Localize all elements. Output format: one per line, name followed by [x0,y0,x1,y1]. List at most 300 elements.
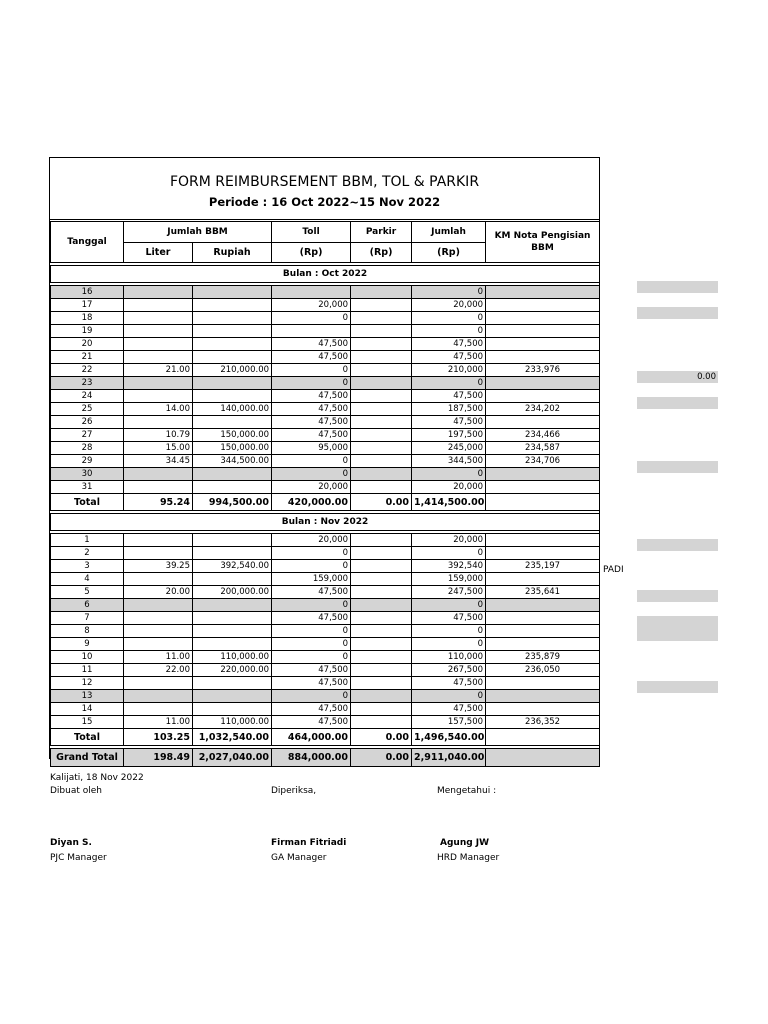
date-cell: 18 [51,312,124,325]
liter-cell: 11.00 [124,716,193,729]
total-rupiah: 1,032,540.00 [193,729,272,746]
liter-cell [124,338,193,351]
total-liter: 198.49 [124,749,193,767]
table-row [51,442,600,455]
rupiah-cell [193,338,272,351]
date-cell: 21 [51,351,124,364]
signer-3-name: Agung JW [440,838,490,848]
km-cell: 233,976 [486,364,600,377]
rupiah-cell [193,299,272,312]
header-km-nota: KM Nota Pengisian BBM [486,222,600,263]
jumlah-cell: 245,000 [412,442,486,455]
made-by-label: Dibuat oleh [50,786,103,796]
liter-cell: 10.79 [124,429,193,442]
rupiah-cell [193,638,272,651]
header-parkir: Parkir [351,222,412,243]
rupiah-cell [193,625,272,638]
date-cell: 20 [51,338,124,351]
jumlah-cell: 0 [412,690,486,703]
jumlah-cell: 0 [412,312,486,325]
km-cell: 236,050 [486,664,600,677]
rupiah-cell: 140,000.00 [193,403,272,416]
parkir-cell [351,677,412,690]
rupiah-cell [193,534,272,547]
table-row [51,351,600,364]
date-cell: 28 [51,442,124,455]
km-cell [486,325,600,338]
toll-cell: 0 [272,651,351,664]
jumlah-cell: 0 [412,625,486,638]
total-liter: 103.25 [124,729,193,746]
table-row [51,599,600,612]
parkir-cell [351,664,412,677]
toll-cell: 47,500 [272,429,351,442]
reimbursement-table [50,221,600,767]
rupiah-cell [193,547,272,560]
liter-cell: 15.00 [124,442,193,455]
parkir-cell [351,716,412,729]
jumlah-cell: 20,000 [412,534,486,547]
toll-cell: 0 [272,560,351,573]
table-row [51,429,600,442]
total-rupiah: 2,027,040.00 [193,749,272,767]
header-tanggal: Tanggal [51,222,124,263]
date-cell: 30 [51,468,124,481]
km-cell [486,547,600,560]
total-km [486,749,600,767]
total-jumlah: 2,911,040.00 [412,749,486,767]
parkir-cell [351,429,412,442]
rupiah-cell [193,390,272,403]
toll-cell: 47,500 [272,664,351,677]
rupiah-cell: 150,000.00 [193,442,272,455]
signer-1-name: Diyan S. [50,838,92,848]
rupiah-cell [193,351,272,364]
km-cell [486,625,600,638]
header-jumlah-rp: (Rp) [412,243,486,263]
parkir-cell [351,599,412,612]
km-cell: 234,202 [486,403,600,416]
table-row [51,716,600,729]
date-cell: 2 [51,547,124,560]
jumlah-cell: 267,500 [412,664,486,677]
total-km [486,729,600,746]
km-cell [486,416,600,429]
rupiah-cell [193,286,272,299]
date-cell: 16 [51,286,124,299]
km-cell: 235,879 [486,651,600,664]
table-row [51,690,600,703]
toll-cell: 0 [272,547,351,560]
parkir-cell [351,638,412,651]
reimbursement-form [49,157,600,763]
toll-cell: 0 [272,690,351,703]
rupiah-cell [193,416,272,429]
km-cell [486,703,600,716]
km-cell [486,534,600,547]
toll-cell: 159,000 [272,573,351,586]
rupiah-cell: 150,000.00 [193,429,272,442]
parkir-cell [351,390,412,403]
table-row [51,703,600,716]
parkir-cell [351,703,412,716]
liter-cell [124,377,193,390]
date-cell: 22 [51,364,124,377]
toll-cell: 47,500 [272,586,351,599]
toll-cell: 47,500 [272,338,351,351]
jumlah-cell: 47,500 [412,390,486,403]
approved-label: Mengetahui : [437,786,497,796]
total-row [51,494,600,511]
table-row [51,677,600,690]
date-cell: 26 [51,416,124,429]
total-jumlah: 1,496,540.00 [412,729,486,746]
parkir-cell [351,442,412,455]
side-cell [637,681,718,693]
jumlah-cell: 159,000 [412,573,486,586]
signer-2-name: Firman Fitriadi [271,838,347,848]
table-row [51,299,600,312]
km-cell [486,390,600,403]
total-jumlah: 1,414,500.00 [412,494,486,511]
liter-cell [124,325,193,338]
km-cell [486,286,600,299]
side-cell [637,307,718,319]
liter-cell [124,481,193,494]
parkir-cell [351,651,412,664]
liter-cell [124,638,193,651]
table-row [51,468,600,481]
liter-cell [124,625,193,638]
table-row [51,338,600,351]
toll-cell: 0 [272,377,351,390]
toll-cell: 47,500 [272,612,351,625]
date-cell: 27 [51,429,124,442]
total-parkir: 0.00 [351,494,412,511]
jumlah-cell: 20,000 [412,481,486,494]
parkir-cell [351,481,412,494]
date-cell: 29 [51,455,124,468]
km-cell [486,338,600,351]
toll-cell: 47,500 [272,403,351,416]
date-cell: 7 [51,612,124,625]
liter-cell [124,534,193,547]
km-cell [486,612,600,625]
parkir-cell [351,338,412,351]
toll-cell: 0 [272,455,351,468]
date-cell: 11 [51,664,124,677]
km-cell [486,299,600,312]
table-row [51,651,600,664]
side-cell [637,616,718,641]
table-row [51,534,600,547]
liter-cell [124,390,193,403]
date-cell: 12 [51,677,124,690]
date-cell: 4 [51,573,124,586]
parkir-cell [351,612,412,625]
toll-cell [272,286,351,299]
parkir-cell [351,416,412,429]
jumlah-cell: 187,500 [412,403,486,416]
parkir-cell [351,625,412,638]
toll-cell: 0 [272,364,351,377]
side-cell [637,281,718,293]
total-parkir: 0.00 [351,749,412,767]
jumlah-cell: 392,540 [412,560,486,573]
date-cell: 23 [51,377,124,390]
month-label: Bulan : Nov 2022 [51,514,600,531]
km-cell [486,573,600,586]
liter-cell [124,351,193,364]
toll-cell: 20,000 [272,481,351,494]
total-label: Total [51,729,124,746]
table-row [51,481,600,494]
km-cell: 234,466 [486,429,600,442]
table-row [51,586,600,599]
km-cell [486,677,600,690]
checked-label: Diperiksa, [271,786,317,796]
rupiah-cell [193,377,272,390]
liter-cell: 20.00 [124,586,193,599]
toll-cell: 0 [272,312,351,325]
rupiah-cell: 110,000.00 [193,651,272,664]
rupiah-cell [193,612,272,625]
parkir-cell [351,299,412,312]
rupiah-cell: 210,000.00 [193,364,272,377]
km-cell [486,638,600,651]
rupiah-cell [193,468,272,481]
liter-cell [124,677,193,690]
jumlah-cell: 47,500 [412,338,486,351]
toll-cell: 47,500 [272,677,351,690]
jumlah-cell: 197,500 [412,429,486,442]
liter-cell [124,573,193,586]
jumlah-cell: 247,500 [412,586,486,599]
liter-cell: 21.00 [124,364,193,377]
km-cell [486,468,600,481]
jumlah-cell: 47,500 [412,351,486,364]
jumlah-cell: 0 [412,325,486,338]
jumlah-cell: 47,500 [412,416,486,429]
side-cell [637,590,718,602]
table-row [51,612,600,625]
rupiah-cell: 110,000.00 [193,716,272,729]
jumlah-cell: 0 [412,599,486,612]
liter-cell [124,599,193,612]
toll-cell [272,325,351,338]
parkir-cell [351,468,412,481]
toll-cell: 0 [272,599,351,612]
header-parkir-rp: (Rp) [351,243,412,263]
table-row [51,312,600,325]
rupiah-cell: 344,500.00 [193,455,272,468]
date-cell: 8 [51,625,124,638]
toll-cell: 47,500 [272,703,351,716]
parkir-cell [351,325,412,338]
parkir-cell [351,455,412,468]
toll-cell: 47,500 [272,390,351,403]
header-liter: Liter [124,243,193,263]
total-toll: 464,000.00 [272,729,351,746]
date-cell: 15 [51,716,124,729]
toll-cell: 47,500 [272,416,351,429]
parkir-cell [351,586,412,599]
side-cell-value: 0.00 [637,371,718,383]
date-cell: 6 [51,599,124,612]
jumlah-cell: 0 [412,286,486,299]
date-cell: 17 [51,299,124,312]
jumlah-cell: 0 [412,547,486,560]
parkir-cell [351,312,412,325]
date-cell: 10 [51,651,124,664]
signer-1-role: PJC Manager [50,853,107,863]
toll-cell: 0 [272,468,351,481]
km-cell: 234,587 [486,442,600,455]
table-row [51,286,600,299]
table-row [51,573,600,586]
parkir-cell [351,377,412,390]
jumlah-cell: 47,500 [412,677,486,690]
table-row [51,390,600,403]
liter-cell [124,547,193,560]
table-row [51,325,600,338]
jumlah-cell: 0 [412,638,486,651]
km-cell [486,312,600,325]
toll-cell: 20,000 [272,534,351,547]
side-cell [637,539,718,551]
km-cell: 235,641 [486,586,600,599]
total-liter: 95.24 [124,494,193,511]
km-cell: 234,706 [486,455,600,468]
form-title: FORM REIMBURSEMENT BBM, TOL & PARKIR [169,174,480,190]
table-row [51,625,600,638]
total-km [486,494,600,511]
date-cell: 25 [51,403,124,416]
table-row [51,377,600,390]
table-row [51,455,600,468]
rupiah-cell [193,677,272,690]
liter-cell [124,312,193,325]
header-jumlah: Jumlah [412,222,486,243]
rupiah-cell: 220,000.00 [193,664,272,677]
rupiah-cell [193,703,272,716]
rupiah-cell: 200,000.00 [193,586,272,599]
form-period: Periode : 16 Oct 2022~15 Nov 2022 [208,195,441,209]
date-cell: 31 [51,481,124,494]
month-label: Bulan : Oct 2022 [51,266,600,283]
side-cell [637,461,718,473]
toll-cell: 47,500 [272,716,351,729]
jumlah-cell: 0 [412,377,486,390]
liter-cell: 39.25 [124,560,193,573]
parkir-cell [351,403,412,416]
liter-cell [124,690,193,703]
km-cell: 236,352 [486,716,600,729]
km-cell: 235,197 [486,560,600,573]
rupiah-cell: 392,540.00 [193,560,272,573]
table-row [51,560,600,573]
table-row [51,547,600,560]
toll-cell: 95,000 [272,442,351,455]
header-toll-rp: (Rp) [272,243,351,263]
date-cell: 3 [51,560,124,573]
liter-cell [124,416,193,429]
date-cell: 5 [51,586,124,599]
liter-cell: 34.45 [124,455,193,468]
km-cell [486,599,600,612]
parkir-cell [351,364,412,377]
total-rupiah: 994,500.00 [193,494,272,511]
total-label: Grand Total [51,749,124,767]
date-cell: 14 [51,703,124,716]
parkir-cell [351,690,412,703]
jumlah-cell: 0 [412,468,486,481]
toll-cell: 0 [272,638,351,651]
liter-cell: 22.00 [124,664,193,677]
date-cell: 24 [51,390,124,403]
table-row [51,364,600,377]
parkir-cell [351,560,412,573]
total-row [51,729,600,746]
date-cell: 13 [51,690,124,703]
rupiah-cell [193,312,272,325]
month-header-row [51,266,600,283]
header-rupiah: Rupiah [193,243,272,263]
table-row [51,403,600,416]
signer-2-role: GA Manager [271,853,327,863]
parkir-cell [351,547,412,560]
jumlah-cell: 110,000 [412,651,486,664]
rupiah-cell [193,690,272,703]
toll-cell: 0 [272,625,351,638]
toll-cell: 20,000 [272,299,351,312]
toll-cell: 47,500 [272,351,351,364]
liter-cell [124,703,193,716]
liter-cell [124,612,193,625]
month-header-row [51,514,600,531]
jumlah-cell: 210,000 [412,364,486,377]
rupiah-cell [193,481,272,494]
km-cell [486,690,600,703]
rupiah-cell [193,573,272,586]
header-jumlah-bbm: Jumlah BBM [124,222,272,243]
jumlah-cell: 47,500 [412,612,486,625]
date-cell: 19 [51,325,124,338]
date-cell: 1 [51,534,124,547]
liter-cell: 14.00 [124,403,193,416]
jumlah-cell: 20,000 [412,299,486,312]
signer-3-role: HRD Manager [437,853,500,863]
table-row [51,664,600,677]
km-cell [486,481,600,494]
date-cell: 9 [51,638,124,651]
parkir-cell [351,286,412,299]
liter-cell [124,299,193,312]
total-toll: 884,000.00 [272,749,351,767]
side-label: PADI [603,565,624,575]
total-toll: 420,000.00 [272,494,351,511]
place-date: Kalijati, 18 Nov 2022 [50,773,144,783]
table-row [51,638,600,651]
rupiah-cell [193,325,272,338]
total-parkir: 0.00 [351,729,412,746]
jumlah-cell: 47,500 [412,703,486,716]
total-label: Total [51,494,124,511]
km-cell [486,351,600,364]
rupiah-cell [193,599,272,612]
divider [50,219,599,220]
grand-total-row [51,749,600,767]
